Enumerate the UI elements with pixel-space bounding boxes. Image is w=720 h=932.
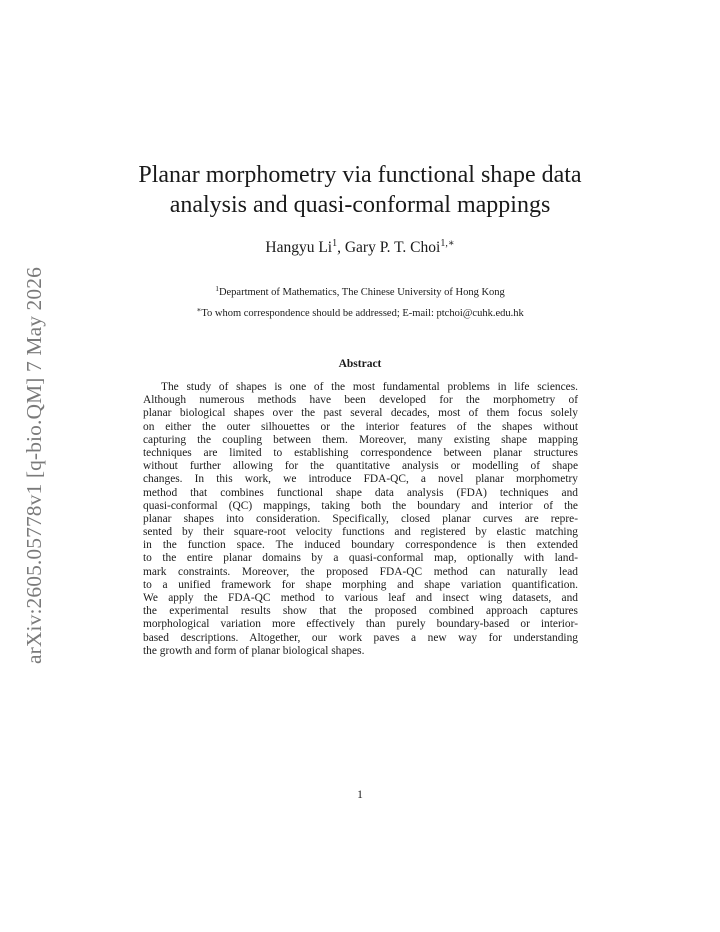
abstract-line: morphological variation more effectively than purely boundary-based or interior-: [143, 618, 578, 631]
affiliation: [90, 286, 630, 300]
affiliation-mark: 1: [215, 284, 219, 293]
abstract-line: quasi-conformal (QC) mappings, taking both the boundary and interior of the: [143, 499, 578, 512]
page-number: 1: [357, 789, 363, 801]
arxiv-stamp-text: arXiv:2605.05778v1 [q-bio.QM] 7 May 2026: [22, 267, 46, 664]
abstract-line: changes. In this work, we introduce FDA-QC, a novel planar morphometry: [143, 473, 578, 486]
author-name: Gary P. T. Choi: [344, 239, 441, 256]
author-name: Hangyu Li: [265, 239, 333, 256]
paper-title-line-1: Planar morphometry via functional shape data: [138, 162, 582, 188]
author-list: [90, 238, 630, 258]
abstract-line: capturing the coupling between them. Moreover, many existing shape mapping: [143, 433, 578, 446]
paper-title-line-2: analysis and quasi-conformal mappings: [169, 192, 551, 218]
abstract-line: on either the outer silhouettes or the interior features of the shapes without: [143, 420, 578, 433]
correspondence-mark: ∗: [196, 305, 202, 314]
abstract-line: method that combines functional shape data analysis (FDA) techniques and: [143, 486, 578, 499]
abstract-body: [143, 381, 578, 658]
paper-title: [90, 160, 630, 220]
abstract-line: techniques are limited to establishing correspondence between planar structures: [143, 446, 578, 459]
abstract-line: to the entire planar domains by a quasi-conformal map, optionally with land-: [143, 552, 578, 565]
correspondence-note: [90, 307, 630, 321]
affiliation-text: Department of Mathematics, The Chinese University of Hong Kong: [218, 287, 505, 298]
abstract-line: mark constraints. Moreover, the proposed FDA-QC method can naturally lead: [143, 565, 578, 578]
abstract-line: planar biological shapes over the past several decades, most of them focus solely: [143, 407, 578, 420]
abstract-line: planar shapes into consideration. Specifically, closed planar curves are repre-: [143, 512, 578, 525]
author-separator: ,: [337, 239, 345, 256]
author-affiliation-mark: 1,∗: [440, 238, 455, 249]
abstract-line: the experimental results show that the proposed combined approach captures: [143, 605, 578, 618]
author-affiliation-mark: 1: [332, 238, 338, 249]
abstract-heading: Abstract: [338, 358, 382, 370]
abstract-line: sented by their square-root velocity functions and registered by elastic matching: [143, 526, 578, 539]
abstract-line: based descriptions. Altogether, our work paves a new way for understanding: [143, 631, 578, 644]
abstract-line: The study of shapes is one of the most fundamental problems in life sciences.: [161, 381, 578, 393]
correspondence-text: To whom correspondence should be addressed; E-mail: ptchoi@cuhk.edu.hk: [201, 308, 524, 319]
abstract-line: the growth and form of planar biological shapes.: [143, 644, 365, 657]
abstract-line: We apply the FDA-QC method to various leaf and insect wing datasets, and: [143, 592, 578, 604]
arxiv-stamp: [14, 244, 54, 664]
abstract-line: Although numerous methods have been developed for the morphometry of: [143, 394, 578, 407]
abstract-line: in the function space. The induced boundary correspondence is then extended: [143, 539, 578, 552]
abstract-line: without further allowing for the quantitative analysis or modelling of shape: [143, 460, 578, 473]
abstract-line: to a unified framework for shape morphing and shape variation quantification.: [143, 578, 578, 591]
